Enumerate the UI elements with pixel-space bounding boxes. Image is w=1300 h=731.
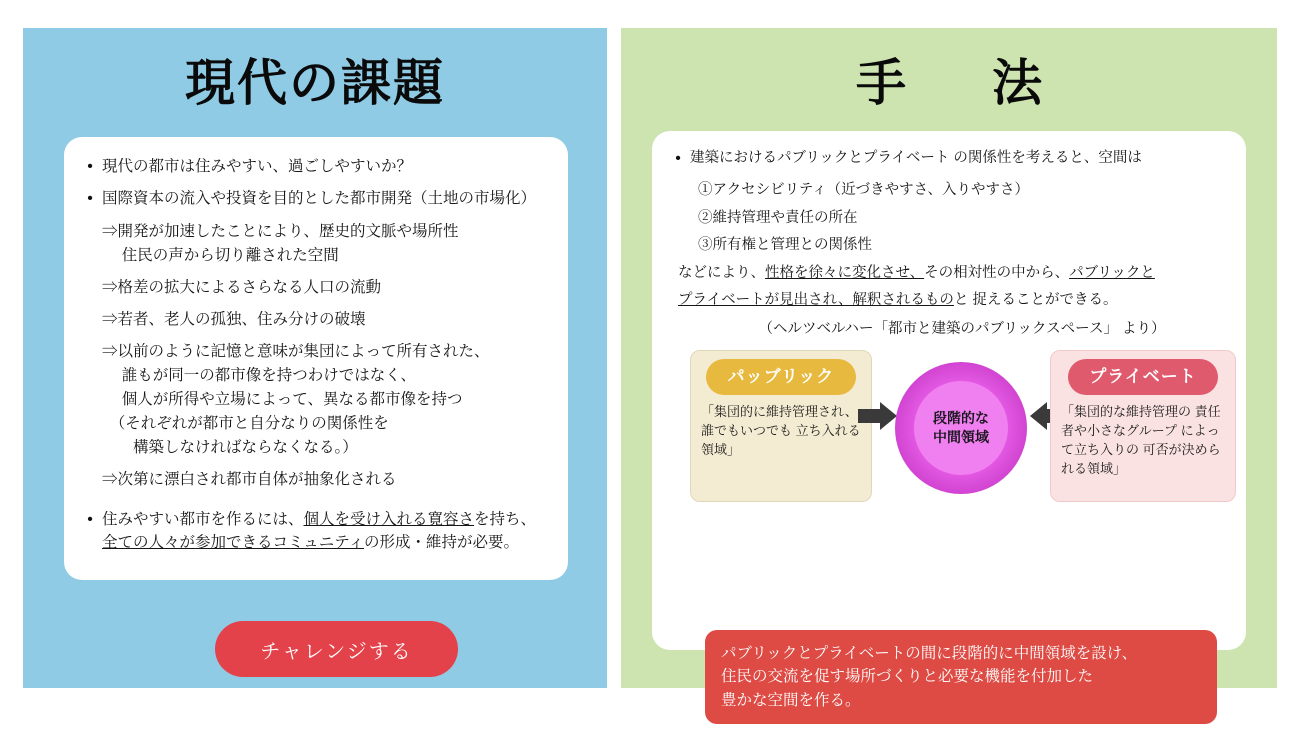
private-box [1050,350,1236,502]
final-bullet-text [102,508,548,555]
conclusion-line-1: パブリックとプライベートの間に段階的に中間領域を設け、 [721,645,1138,662]
concl-2b: と 捉えることができる。 [953,292,1118,309]
public-box [690,350,872,502]
sub-item-line: ⇒若者、老人の孤独、住み分けの破壊 [102,310,366,328]
public-tag-label: パッブリック [706,359,856,395]
bullet-dot-icon: • [675,150,681,167]
concl-1d-underlined: パブリックと [1069,264,1155,281]
public-desc-line: 立ち入れる領域」 [701,422,861,457]
list-item-label: 現代の都市は住みやすい、過ごしやすいか？ [102,158,413,175]
concl-1a: などにより、 [678,264,765,281]
sub-item-group [78,276,548,300]
numbered-item-3: ③所有権と管理との関係性 [698,237,872,254]
bullet-dot-icon: • [87,158,93,175]
bullet-dot-icon: • [87,190,93,208]
left-bullet-list [78,155,548,554]
intermediate-zone-circle [878,362,1044,494]
center-label-line-1: 段階的な [933,410,989,427]
private-desc-line: によって立ち入りの [1061,422,1220,457]
concl-1c: その相対性の中から、 [924,264,1070,281]
sub-item-line: ⇒格差の拡大によるさらなる人口の流動 [102,278,382,296]
numbered-item-1: ①アクセシビリティ（近づきやすさ、入りやすさ） [698,182,1030,199]
sub-item-group [78,220,548,268]
sub-item-line: ⇒次第に漂白され都市自体が抽象化される [102,470,397,488]
sub-item-group [78,468,548,492]
center-label-line-2: 中間領域 [933,429,989,445]
final-line1-a: 住みやすい都市を作るには、 [102,510,304,528]
method-lead-text: 建築におけるパブリックとプライベート の関係性を考えると、空間は [690,150,1142,166]
sub-item-line: 構築しなければならなくなる。） [102,438,358,456]
sub-item-line: 誰もが同一の都市像を持つわけではなく、 [102,366,416,384]
conclusion-line-2: 住民の交流を促す場所づくりと必要な機能を付加した [721,668,1094,686]
bullet-dot-icon: • [87,510,93,528]
concl-2a-underlined: プライベートが見出され、解釈されるもの [678,292,954,309]
right-panel-title: 手 法 [856,55,1060,111]
sub-item-group [78,308,548,332]
conclusion-box [705,630,1217,724]
conclusion-line-3: 豊かな空間を作る。 [721,691,861,709]
public-desc-line: 「集団的に維持管理され、 [701,404,858,419]
final-line2-underlined: 全ての人々が参加できるコミュニティ [102,533,364,551]
left-content-card [64,137,568,580]
public-private-diagram [666,344,1228,514]
public-desc-line: 誰でもいつでも [701,422,793,438]
private-desc-line: 責任者や小さなグループ [1061,404,1221,438]
left-panel [23,28,607,688]
private-desc-line: 可否が決められる領域」 [1061,441,1221,476]
circle-inner-label [914,381,1008,475]
method-citation: （ヘルツベルハー「都市と建築のパブリックスペース」 より） [758,320,1166,337]
list-item [78,155,548,178]
sub-item-line: （それぞれが都市と自分なりの関係性を [102,414,389,432]
sub-item-group [78,340,548,460]
sub-item-line: ⇒以前のように記憶と意味が集団によって所有された、 [102,342,490,360]
concl-1b-underlined: 性格を徐々に変化させ、 [765,264,925,281]
method-conclusion-line-1 [666,262,1228,284]
left-panel-title: 現代の課題 [185,55,445,111]
numbered-item-2: ②維持管理や責任の所在 [698,209,858,226]
list-item [78,187,548,210]
sub-item-line: 住民の声から切り離された空間 [102,246,339,264]
private-tag-label: プライベート [1068,359,1218,395]
right-panel [621,28,1277,709]
sub-item-line: ⇒開発が加速したことにより、歴史的文脈や場所性 [102,222,459,240]
challenge-button[interactable]: チャレンジする [215,621,458,677]
private-desc-line: 「集団的な維持管理の [1061,404,1192,419]
list-item-final [78,508,548,555]
list-item-label: 国際資本の流入や投資を目的とした都市開発（土地の市場化） [102,190,537,208]
method-conclusion-line-2 [666,289,1228,311]
final-line1-c: を持ち、 [474,510,537,528]
final-line2-b: の形成・維持が必要。 [363,533,519,551]
right-content-card [652,131,1246,709]
method-lead-item [666,147,1228,170]
sub-item-line: 個人が所得や立場によって、異なる都市像を持つ [102,390,463,408]
final-line1-underlined: 個人を受け入れる寛容さ [303,510,475,528]
